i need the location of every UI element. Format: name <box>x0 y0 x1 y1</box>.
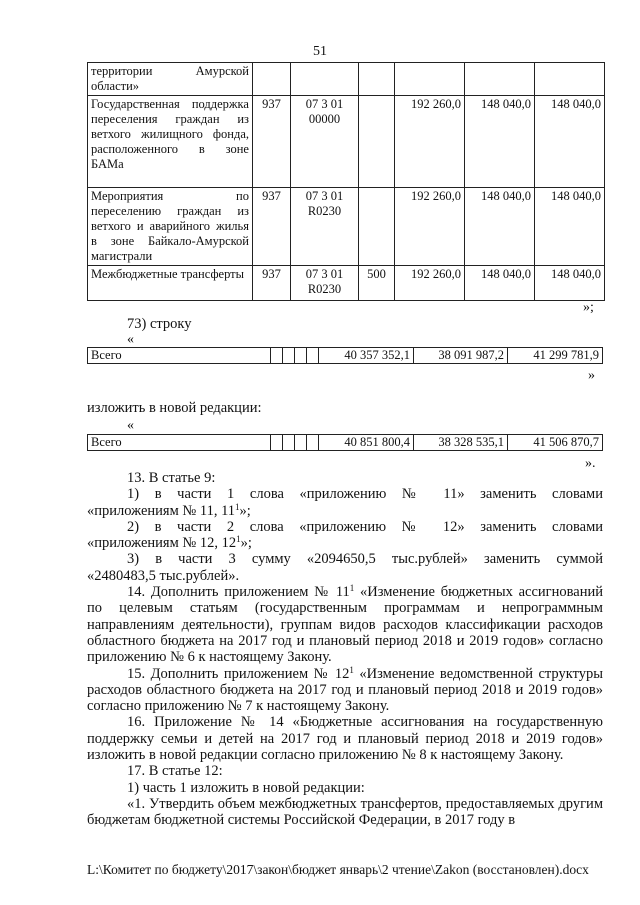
row-name: Государственная поддержка переселения граждан из ветхого жилищного фонда, расположенного в зоне БАМа <box>88 96 253 188</box>
paragraph-13: 13. В статье 9: <box>127 470 216 486</box>
row-vr <box>359 63 395 96</box>
row-name: Мероприятия по переселению граждан из ветхого и аварийного жилья в зоне Байкало-Амурской магистрали <box>88 188 253 266</box>
total-2017: 40 357 352,1 <box>319 348 414 364</box>
paragraph-13-2: 2) в части 2 слова «приложению № 12» заменить словами <box>127 518 603 535</box>
row-2019: 148 040,0 <box>535 96 605 188</box>
row-2018: 148 040,0 <box>465 266 535 301</box>
page-number: 51 <box>313 44 327 59</box>
paragraph-13-1: 1) в части 1 слова «приложению № 11» заменить словами <box>127 486 603 503</box>
closing-mark: »; <box>583 300 594 315</box>
close-quote: » <box>588 368 595 383</box>
paragraph-17-1: 1) часть 1 изложить в новой редакции: <box>127 779 365 796</box>
row-ministry: 937 <box>253 188 291 266</box>
new-edition-label: изложить в новой редакции: <box>87 400 262 416</box>
row-2019 <box>535 63 605 96</box>
total-label: Всего <box>88 348 271 364</box>
table-row <box>88 266 605 301</box>
row-code: 07 3 01 R0230 <box>291 266 359 301</box>
table-row <box>88 96 605 188</box>
row-2018: 148 040,0 <box>465 188 535 266</box>
paragraph-14: 14. Дополнить приложением № $11^1$ «Изменение бюджетных ассигнований по целевым статьям (государственным программам и непрограммным направлениям деятельности), группам видов расходов классификации расходов областного бюджета на 2017 год и плановый период 2018 и 2019 годов» согласно приложению № 6 к настоящему Закону. <box>87 583 603 666</box>
total-2018: 38 091 987,2 <box>414 348 508 364</box>
superscript: 1 <box>349 583 355 594</box>
row-code <box>291 63 359 96</box>
row-ministry: 937 <box>253 266 291 301</box>
row-2017 <box>395 63 465 96</box>
row-2017: 192 260,0 <box>395 266 465 301</box>
row-2018 <box>465 63 535 96</box>
table-row <box>88 63 605 96</box>
open-quote: « <box>127 332 134 347</box>
row-ministry <box>253 63 291 96</box>
total-row-old <box>87 347 603 364</box>
paragraph-17: 17. В статье 12: <box>127 763 223 780</box>
row-code: 07 3 01 R0230 <box>291 188 359 266</box>
total-2018: 38 328 535,1 <box>414 435 508 451</box>
total-2017: 40 851 800,4 <box>319 435 414 451</box>
open-quote: « <box>127 418 134 433</box>
total-2019: 41 506 870,7 <box>508 435 603 451</box>
footer-file-path: L:\Комитет по бюджету\2017\закон\бюджет январь\2 чтение\Zakon (восстановлен).docx <box>87 862 589 877</box>
row-2019: 148 040,0 <box>535 188 605 266</box>
total-row-new <box>87 434 603 451</box>
paragraph-13-3-cont: «2480483,5 тыс.рублей». <box>87 567 240 584</box>
paragraph-16: 16. Приложение № 14 «Бюджетные ассигнования на государственную поддержку семьи и детей на 2017 год и плановый период 2018 и 2019 годов» изложить в новой редакции согласно приложению № 8 к настоящему Закону. <box>87 714 603 764</box>
row-2017: 192 260,0 <box>395 188 465 266</box>
row-vr <box>359 96 395 188</box>
paragraph-17-quote: «1. Утвердить объем межбюджетных трансфертов, предоставляемых другим бюджетам бюджетной системы Российской Федерации, в 2017 году в <box>87 795 603 829</box>
row-ministry: 937 <box>253 96 291 188</box>
total-label: Всего <box>88 435 271 451</box>
superscript: 1 <box>236 534 241 545</box>
row-2017: 192 260,0 <box>395 96 465 188</box>
total-2019: 41 299 781,9 <box>508 348 603 364</box>
item-73: 73) строку <box>127 316 192 332</box>
table-row <box>88 188 605 266</box>
row-2019: 148 040,0 <box>535 266 605 301</box>
budget-table <box>87 62 605 301</box>
row-code: 07 3 01 00000 <box>291 96 359 188</box>
row-name: территории Амурской области» <box>88 63 253 96</box>
superscript: 1 <box>349 664 354 675</box>
body-text <box>87 470 603 829</box>
row-name: Межбюджетные трансферты <box>88 266 253 301</box>
row-vr: 500 <box>359 266 395 301</box>
paragraph-15: 15. Дополнить приложением № $12^1$ «Изменение ведомственной структуры расходов областного бюджета на 2017 год и плановый период 2018 и 2019 годов» согласно приложению № 7 к настоящему Закону. <box>87 664 603 715</box>
paragraph-13-3: 3) в части 3 сумму «2094650,5 тыс.рублей» заменить суммой <box>127 551 603 568</box>
superscript: 1 <box>235 501 240 512</box>
row-2018: 148 040,0 <box>465 96 535 188</box>
closing-mark: ». <box>585 456 596 471</box>
paragraph-13-1-cont: «приложениям № 11, $11^1$»; <box>87 501 251 519</box>
paragraph-13-2-cont: «приложениям № 12, $12^1$»; <box>87 534 252 552</box>
row-vr <box>359 188 395 266</box>
